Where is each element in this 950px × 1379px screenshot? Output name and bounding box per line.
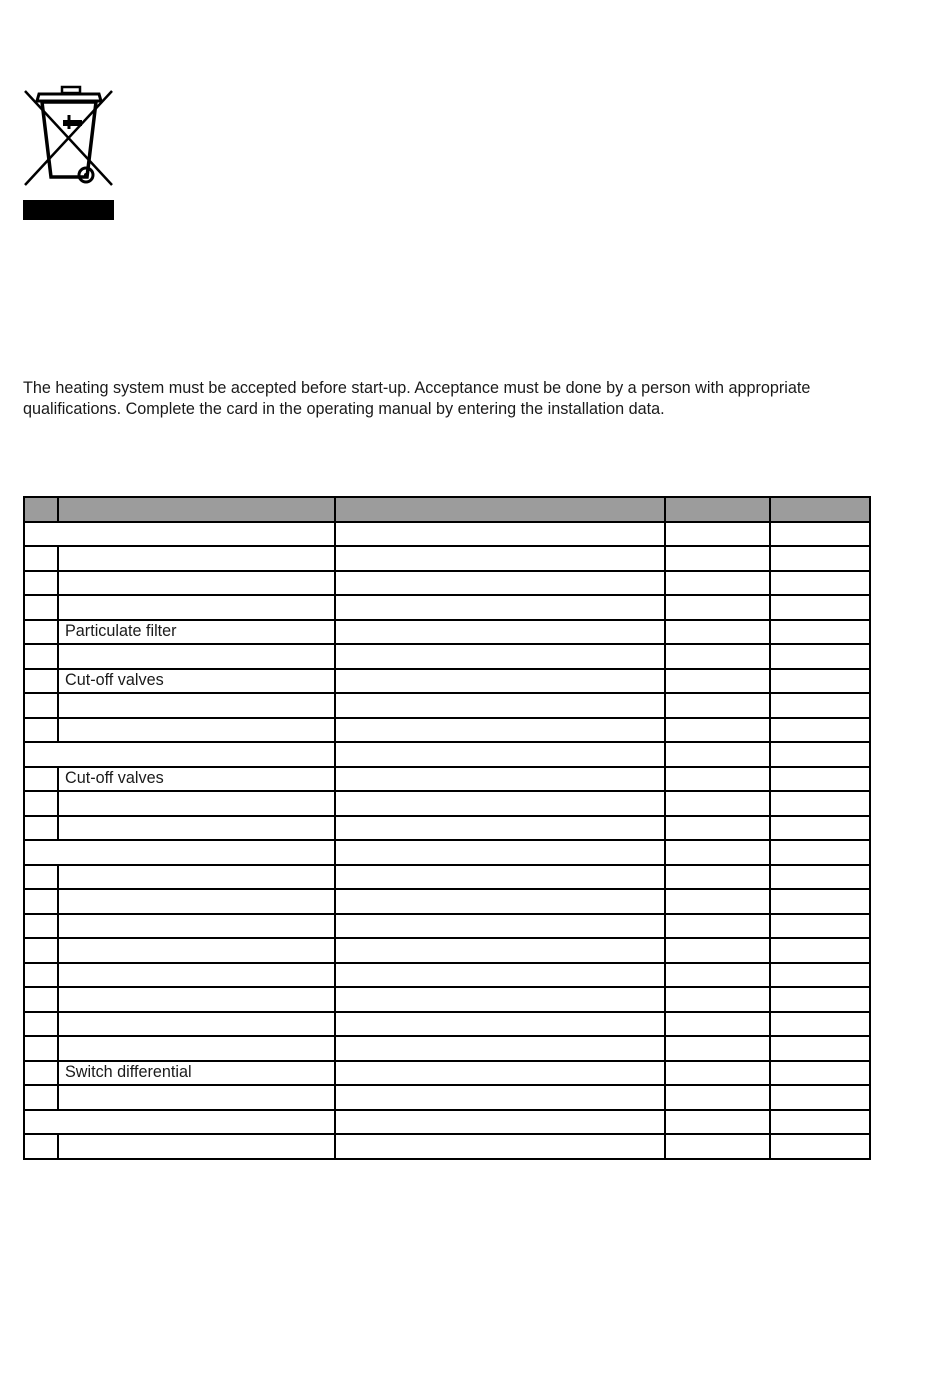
row-number-cell xyxy=(24,644,58,669)
row-item-cell: Cut-off valves xyxy=(58,767,335,792)
row-col-a-cell xyxy=(665,546,770,571)
row-item-cell xyxy=(58,865,335,890)
row-item-cell xyxy=(58,644,335,669)
row-number-cell xyxy=(24,889,58,914)
row-description-cell xyxy=(335,669,665,694)
row-item-cell xyxy=(58,816,335,841)
table-row xyxy=(24,791,870,816)
row-item-cell xyxy=(58,1085,335,1110)
row-number-cell xyxy=(24,620,58,645)
row-col-a-cell xyxy=(665,1134,770,1159)
row-col-a-cell xyxy=(665,718,770,743)
row-col-b-cell xyxy=(770,816,870,841)
table-row xyxy=(24,1012,870,1037)
row-description-cell xyxy=(335,718,665,743)
row-number-cell xyxy=(24,546,58,571)
row-col-b-cell xyxy=(770,546,870,571)
table-row xyxy=(24,718,870,743)
row-col-a-cell xyxy=(665,644,770,669)
header-cell-number xyxy=(24,497,58,522)
row-description-cell xyxy=(335,791,665,816)
row-item-cell: Particulate filter xyxy=(58,620,335,645)
row-description-cell xyxy=(335,963,665,988)
row-number-cell xyxy=(24,767,58,792)
row-col-a-cell xyxy=(665,620,770,645)
row-col-a-cell xyxy=(665,571,770,596)
row-description-cell xyxy=(335,840,665,865)
table-row xyxy=(24,1134,870,1159)
row-col-a-cell xyxy=(665,669,770,694)
row-col-a-cell xyxy=(665,987,770,1012)
acceptance-intro-text: The heating system must be accepted before start-up. Acceptance must be done by a person with appropriate qualifications. Complete the card in the operating manual by entering the installation data. xyxy=(23,379,811,418)
section-label-cell xyxy=(24,522,335,547)
row-item-cell xyxy=(58,791,335,816)
row-col-a-cell xyxy=(665,1061,770,1086)
row-col-b-cell xyxy=(770,1085,870,1110)
row-description-cell xyxy=(335,1036,665,1061)
header-cell-col-b xyxy=(770,497,870,522)
row-number-cell xyxy=(24,669,58,694)
crossed-out-wheelie-bin-icon xyxy=(23,85,114,220)
row-col-b-cell xyxy=(770,571,870,596)
row-description-cell xyxy=(335,1061,665,1086)
table-row xyxy=(24,938,870,963)
row-col-b-cell xyxy=(770,938,870,963)
row-number-cell xyxy=(24,718,58,743)
row-col-b-cell xyxy=(770,791,870,816)
row-col-b-cell xyxy=(770,595,870,620)
row-number-cell xyxy=(24,693,58,718)
row-description-cell xyxy=(335,571,665,596)
row-number-cell xyxy=(24,791,58,816)
row-col-a-cell xyxy=(665,1110,770,1135)
table-row xyxy=(24,865,870,890)
row-col-b-cell xyxy=(770,840,870,865)
row-description-cell xyxy=(335,1110,665,1135)
row-description-cell xyxy=(335,693,665,718)
row-col-b-cell xyxy=(770,742,870,767)
row-number-cell xyxy=(24,1061,58,1086)
row-description-cell xyxy=(335,987,665,1012)
row-item-cell xyxy=(58,938,335,963)
row-number-cell xyxy=(24,1012,58,1037)
row-col-a-cell xyxy=(665,693,770,718)
row-number-cell xyxy=(24,914,58,939)
row-item-cell xyxy=(58,987,335,1012)
table-section-row xyxy=(24,840,870,865)
row-number-cell xyxy=(24,963,58,988)
row-description-cell xyxy=(335,546,665,571)
row-number-cell xyxy=(24,865,58,890)
header-cell-item xyxy=(58,497,335,522)
row-description-cell xyxy=(335,1134,665,1159)
row-item-cell xyxy=(58,1012,335,1037)
row-number-cell xyxy=(24,1134,58,1159)
row-item-cell xyxy=(58,889,335,914)
table-section-row xyxy=(24,1110,870,1135)
table-body xyxy=(24,522,870,1159)
row-description-cell xyxy=(335,767,665,792)
row-col-a-cell xyxy=(665,889,770,914)
row-number-cell xyxy=(24,938,58,963)
row-description-cell xyxy=(335,938,665,963)
row-number-cell xyxy=(24,1036,58,1061)
section-label-cell xyxy=(24,1110,335,1135)
table-row xyxy=(24,620,870,645)
row-description-cell xyxy=(335,595,665,620)
row-item-cell xyxy=(58,546,335,571)
row-col-a-cell xyxy=(665,816,770,841)
row-col-b-cell xyxy=(770,644,870,669)
row-col-b-cell xyxy=(770,889,870,914)
row-description-cell xyxy=(335,816,665,841)
row-col-b-cell xyxy=(770,522,870,547)
table-row xyxy=(24,571,870,596)
table-row xyxy=(24,669,870,694)
table-row xyxy=(24,644,870,669)
row-col-a-cell xyxy=(665,840,770,865)
table-row xyxy=(24,1061,870,1086)
row-description-cell xyxy=(335,644,665,669)
row-col-b-cell xyxy=(770,914,870,939)
row-description-cell xyxy=(335,914,665,939)
row-number-cell xyxy=(24,595,58,620)
row-item-cell: Switch differential xyxy=(58,1061,335,1086)
row-col-a-cell xyxy=(665,865,770,890)
row-item-cell xyxy=(58,718,335,743)
row-description-cell xyxy=(335,620,665,645)
row-col-a-cell xyxy=(665,522,770,547)
table-row xyxy=(24,889,870,914)
table-row xyxy=(24,1036,870,1061)
row-item-cell xyxy=(58,914,335,939)
row-col-b-cell xyxy=(770,669,870,694)
row-item-cell xyxy=(58,571,335,596)
row-item-cell xyxy=(58,1134,335,1159)
table-header-row xyxy=(24,497,870,522)
row-item-cell xyxy=(58,963,335,988)
row-col-b-cell xyxy=(770,987,870,1012)
table-section-row xyxy=(24,522,870,547)
row-description-cell xyxy=(335,1085,665,1110)
row-item-cell: Cut-off valves xyxy=(58,669,335,694)
section-label-cell xyxy=(24,742,335,767)
row-col-b-cell xyxy=(770,767,870,792)
table-row xyxy=(24,914,870,939)
row-description-cell xyxy=(335,522,665,547)
row-col-b-cell xyxy=(770,1012,870,1037)
row-col-a-cell xyxy=(665,963,770,988)
row-item-cell xyxy=(58,693,335,718)
row-col-a-cell xyxy=(665,595,770,620)
row-col-b-cell xyxy=(770,718,870,743)
acceptance-table xyxy=(23,496,871,1160)
row-col-b-cell xyxy=(770,1134,870,1159)
row-col-b-cell xyxy=(770,693,870,718)
row-description-cell xyxy=(335,889,665,914)
row-item-cell xyxy=(58,595,335,620)
table-row xyxy=(24,767,870,792)
row-number-cell xyxy=(24,571,58,596)
row-col-b-cell xyxy=(770,865,870,890)
row-col-a-cell xyxy=(665,1085,770,1110)
row-col-b-cell xyxy=(770,1036,870,1061)
table-row xyxy=(24,595,870,620)
table-row xyxy=(24,1085,870,1110)
row-description-cell xyxy=(335,865,665,890)
header-cell-description xyxy=(335,497,665,522)
table-row xyxy=(24,693,870,718)
table-row xyxy=(24,816,870,841)
row-item-cell xyxy=(58,1036,335,1061)
row-col-b-cell xyxy=(770,1061,870,1086)
row-col-a-cell xyxy=(665,914,770,939)
table-section-row xyxy=(24,742,870,767)
row-col-a-cell xyxy=(665,791,770,816)
row-number-cell xyxy=(24,816,58,841)
row-col-a-cell xyxy=(665,938,770,963)
table-row xyxy=(24,963,870,988)
section-label-cell xyxy=(24,840,335,865)
table-row xyxy=(24,546,870,571)
row-number-cell xyxy=(24,1085,58,1110)
row-col-b-cell xyxy=(770,620,870,645)
row-col-a-cell xyxy=(665,1036,770,1061)
row-description-cell xyxy=(335,742,665,767)
row-col-a-cell xyxy=(665,767,770,792)
row-col-a-cell xyxy=(665,742,770,767)
row-col-b-cell xyxy=(770,1110,870,1135)
header-cell-col-a xyxy=(665,497,770,522)
row-number-cell xyxy=(24,987,58,1012)
row-col-b-cell xyxy=(770,963,870,988)
weee-disposal-symbol xyxy=(23,85,114,220)
table-row xyxy=(24,987,870,1012)
row-col-a-cell xyxy=(665,1012,770,1037)
row-description-cell xyxy=(335,1012,665,1037)
